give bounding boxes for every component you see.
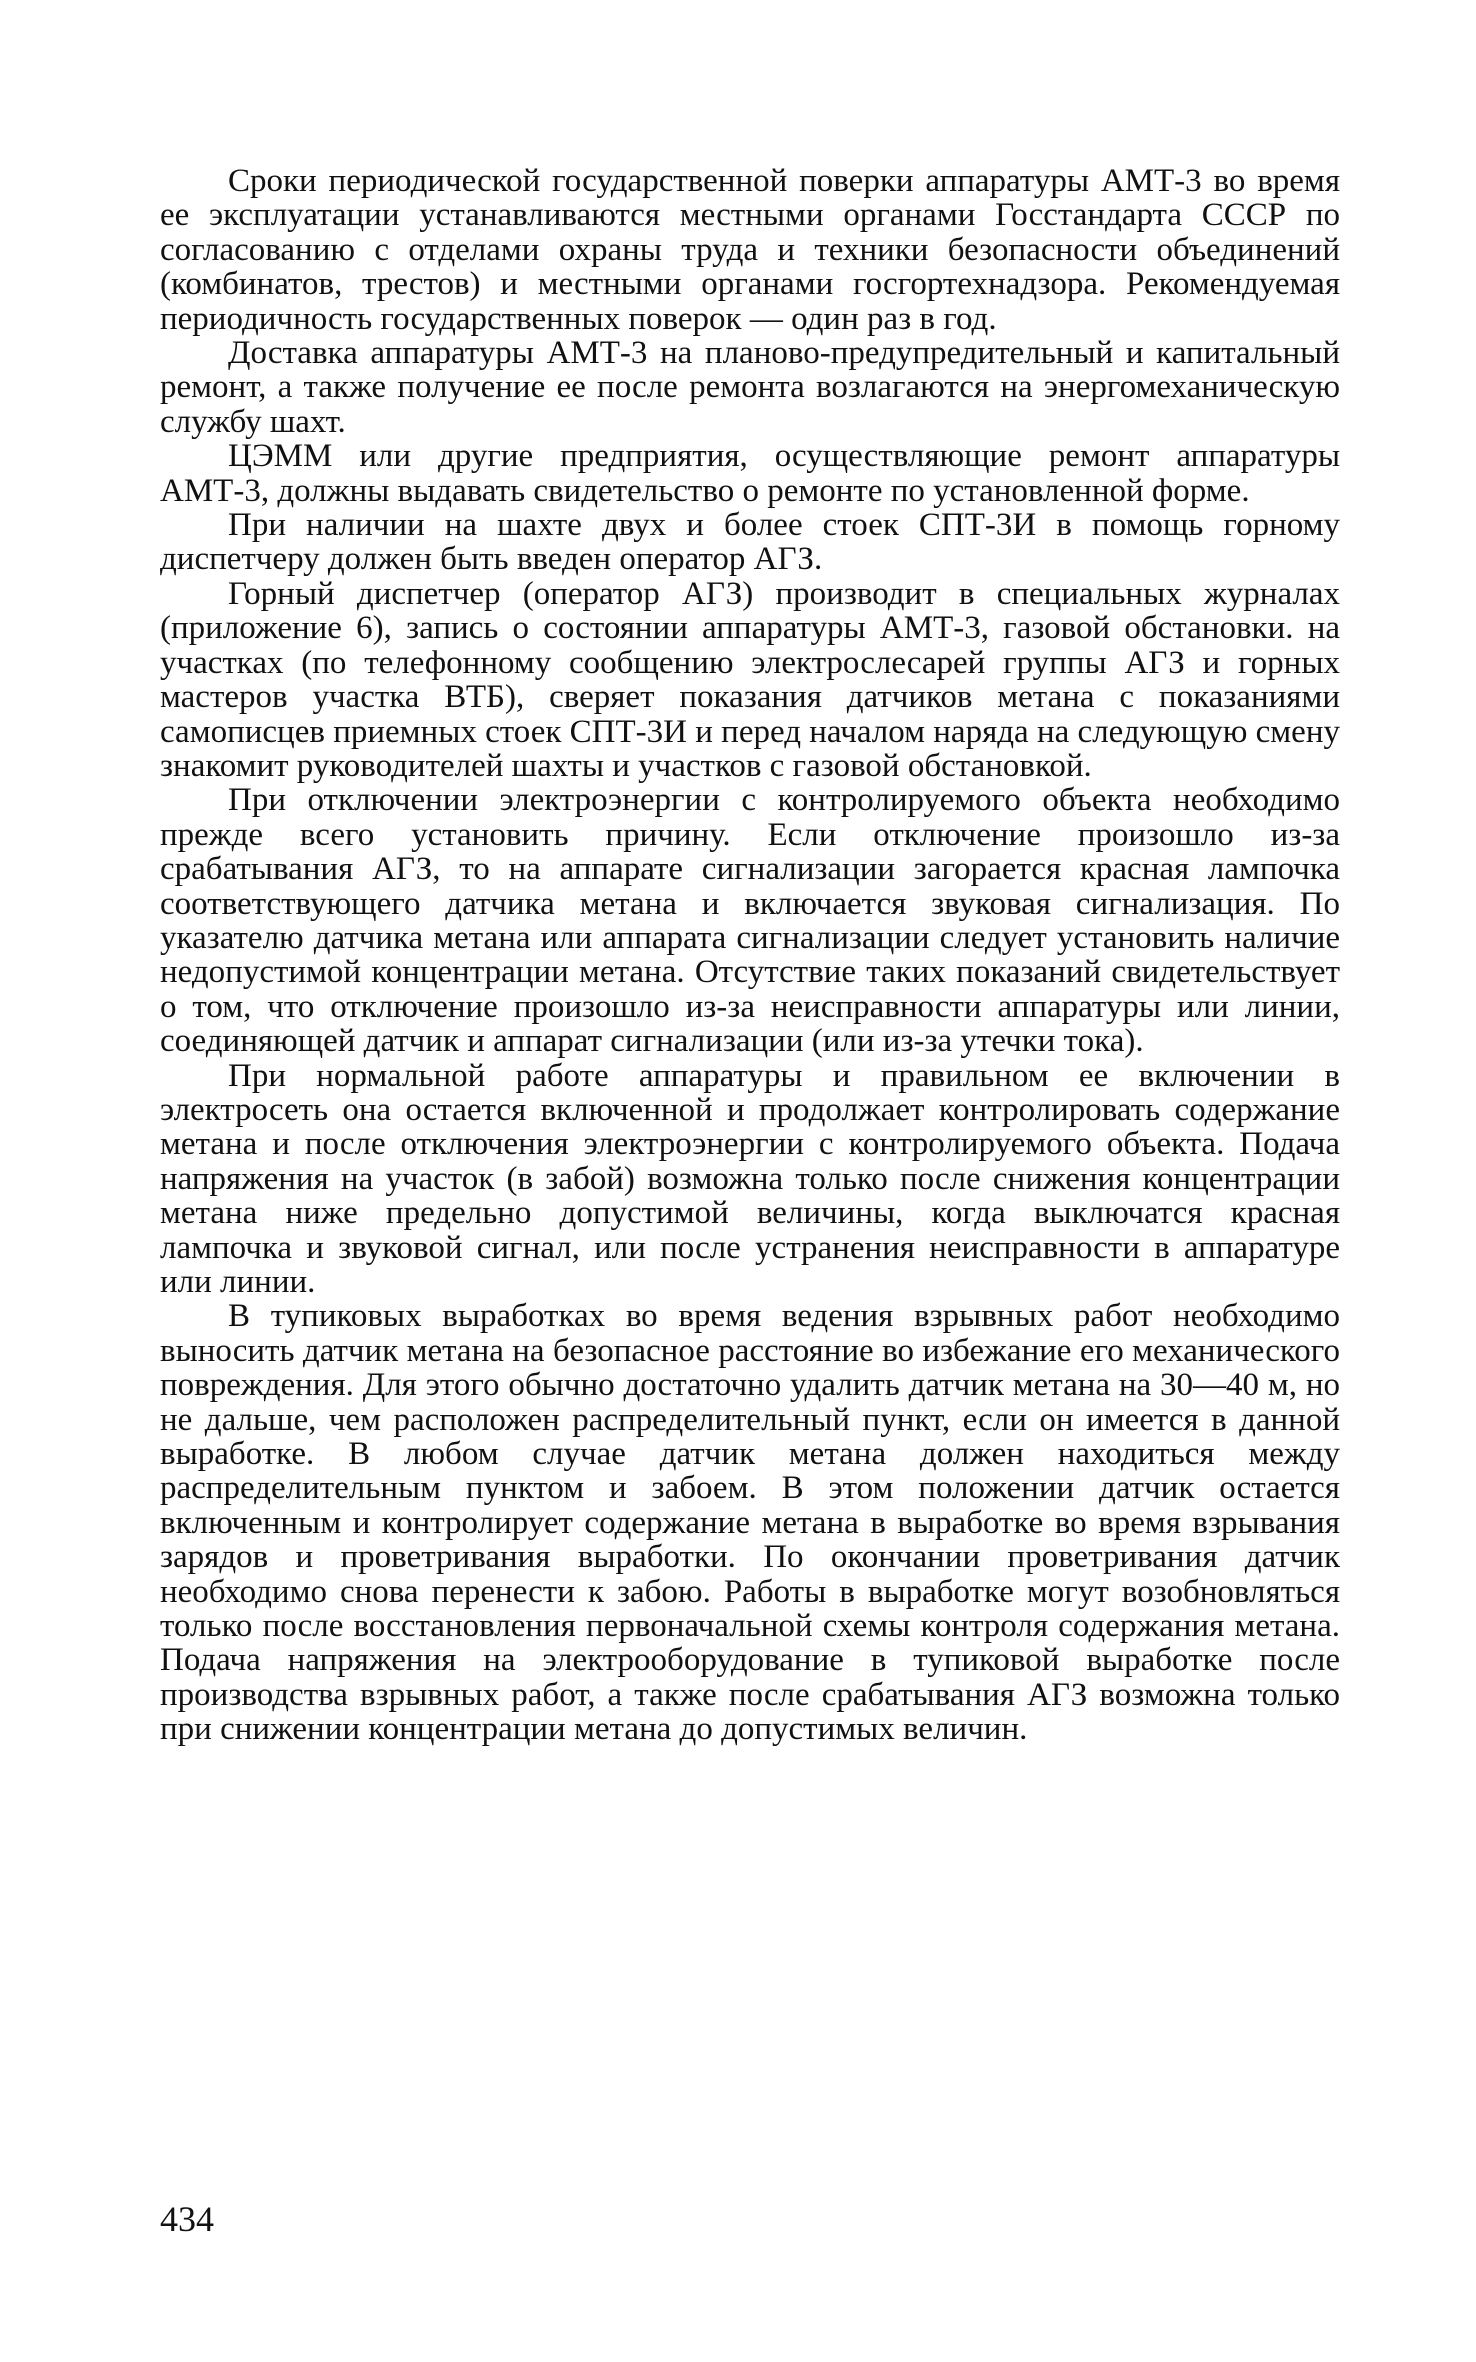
paragraph-repair-delivery: Доставка аппаратуры АМТ-3 на планово-предупредительный и капитальный ремонт, а также получение ее после ремонта возлагаются на энергомеханическую службу шахт. (160, 335, 1340, 440)
paragraph-verification-schedule: Сроки периодической государственной поверки аппаратуры АМТ-3 во время ее эксплуатации устанавливаются местными органами Госстандарта СССР по согласованию с отделами охраны труда и техники безопасности объединений (комбинатов, трестов) и местными органами госгортехнадзора. Рекомендуемая периодичность государственных поверок — один раз в год. (160, 163, 1340, 337)
paragraph-normal-operation: При нормальной работе аппаратуры и правильном ее включении в электросеть она остается включенной и продолжает контролировать содержание метана и после отключения электроэнергии с контролируемого объекта. Подача напряжения на участок (в забой) возможна только после снижения концентрации метана ниже предельно допустимой величины, когда выключатся красная лампочка и звуковой сигнал, или после устранения неисправности в аппаратуре или линии. (160, 1057, 1340, 1300)
paragraph-agz-operator: При наличии на шахте двух и более стоек СПТ-3И в помощь горному диспетчеру должен быть введен оператор АГЗ. (160, 507, 1340, 578)
page-number: 434 (160, 2199, 214, 2239)
paragraph-dispatcher-duties: Горный диспетчер (оператор АГЗ) производит в специальных журналах (приложение 6), запись о состоянии аппаратуры АМТ-3, газовой обстановки. на участках (по телефонному сообщению электрослесарей группы АГЗ и горных мастеров участка ВТБ), сверяет показания датчиков метана с показаниями самописцев приемных стоек СПТ-3И и перед началом наряда на следующую смену знакомит руководителей шахты и участков с газовой обстановкой. (160, 575, 1340, 784)
page-body (160, 164, 1340, 1747)
paragraph-dead-end-workings: В тупиковых выработках во время ведения взрывных работ необходимо выносить датчик метана на безопасное расстояние во избежание его механического повреждения. Для этого обычно достаточно удалить датчик метана на 30—40 м, но не дальше, чем расположен распределительный пункт, если он имеется в данной выработке. В любом случае датчик метана должен находиться между распределительным пунктом и забоем. В этом положении датчик остается включенным и контролирует содержание метана в выработке во время взрывания зарядов и проветривания выработки. По окончании проветривания датчик необходимо снова перенести к забою. Работы в выработке могут возобновляться только после восстановления первоначальной схемы контроля содержания метана. Подача напряжения на электрооборудование в тупиковой выработке после производства взрывных работ, а также после срабатывания АГЗ возможна только при снижении концентрации метана до допустимых величин. (160, 1298, 1340, 1748)
paragraph-repair-certificate: ЦЭММ или другие предприятия, осуществляющие ремонт аппаратуры АМТ-3, должны выдавать свидетельство о ремонте по установленной форме. (160, 438, 1340, 509)
paragraph-power-disconnection: При отключении электроэнергии с контролируемого объекта необходимо прежде всего установить причину. Если отключение произошло из-за срабатывания АГЗ, то на аппарате сигнализации загорается красная лампочка соответствующего датчика метана и включается звуковая сигнализация. По указателю датчика метана или аппарата сигнализации следует установить наличие недопустимой концентрации метана. Отсутствие таких показаний свидетельствует о том, что отключение произошло из-за неисправности аппаратуры или линии, соединяющей датчик и аппарат сигнализации (или из-за утечки тока). (160, 782, 1340, 1060)
